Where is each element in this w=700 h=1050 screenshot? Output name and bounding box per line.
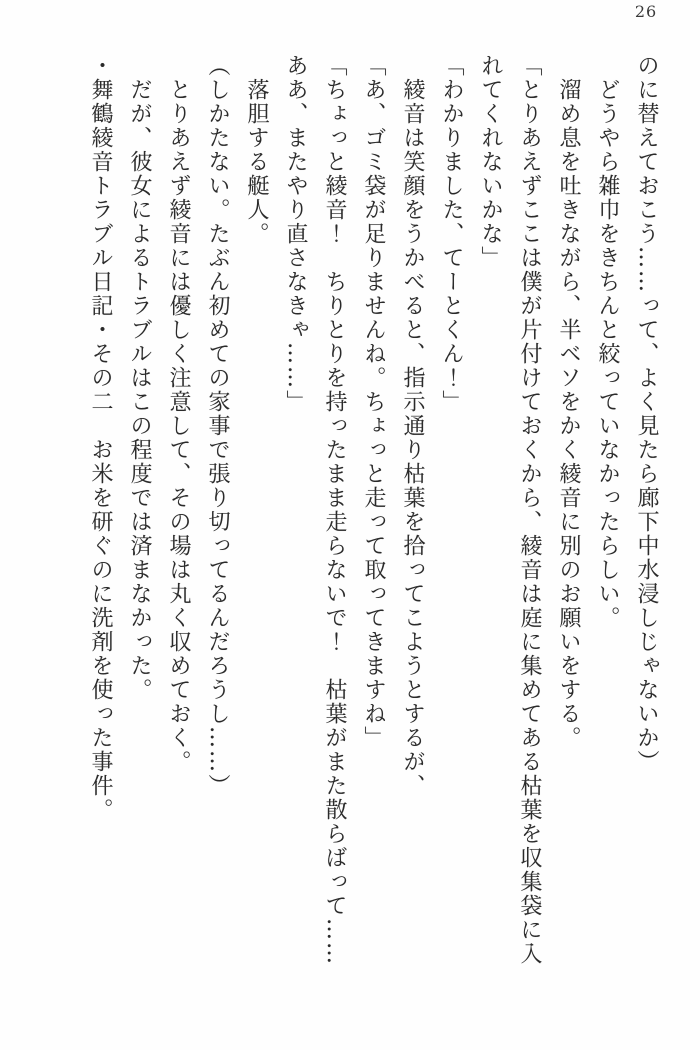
page-number: 26: [634, 2, 658, 21]
text-column: れてくれないかな」: [478, 54, 503, 270]
text-column: 「ちょっと綾音！ ちりとりを持ったまま走らないで！ 枯葉がまた散らばって……: [322, 54, 347, 966]
vertical-text-block: [81, 54, 666, 1006]
text-column: 溜め息を吐きながら、半ベソをかく綾音に別のお願いをする。: [556, 54, 581, 750]
text-column: 落胆する艇人。: [244, 54, 269, 246]
text-column: ・舞鶴綾音トラブル日記・その二 お米を研ぐのに洗剤を使った事件。: [88, 54, 113, 822]
text-column: （しかたない。たぶん初めての家事で張り切ってるんだろうし……）: [205, 54, 230, 798]
text-column: のに替えておこう……って、よく見たら廊下中水浸しじゃないか）: [634, 54, 659, 774]
text-column: ああ、またやり直さなきゃ……」: [283, 54, 308, 414]
text-column: 「わかりました、てーとくん！」: [439, 54, 464, 414]
text-column: 「あ、ゴミ袋が足りませんね。ちょっと走って取ってきますね」: [361, 54, 386, 750]
text-column: だが、彼女によるトラブルはこの程度では済まなかった。: [127, 54, 152, 702]
text-column: どうやら雑巾をきちんと絞っていなかったらしい。: [595, 54, 620, 630]
text-column: とりあえず綾音には優しく注意して、その場は丸く収めておく。: [166, 54, 191, 774]
text-column: 綾音は笑顔をうかべると、指示通り枯葉を拾ってこようとするが、: [400, 54, 425, 798]
text-column: 「とりあえずここは僕が片付けておくから、綾音は庭に集めてある枯葉を収集袋に入: [517, 54, 542, 966]
